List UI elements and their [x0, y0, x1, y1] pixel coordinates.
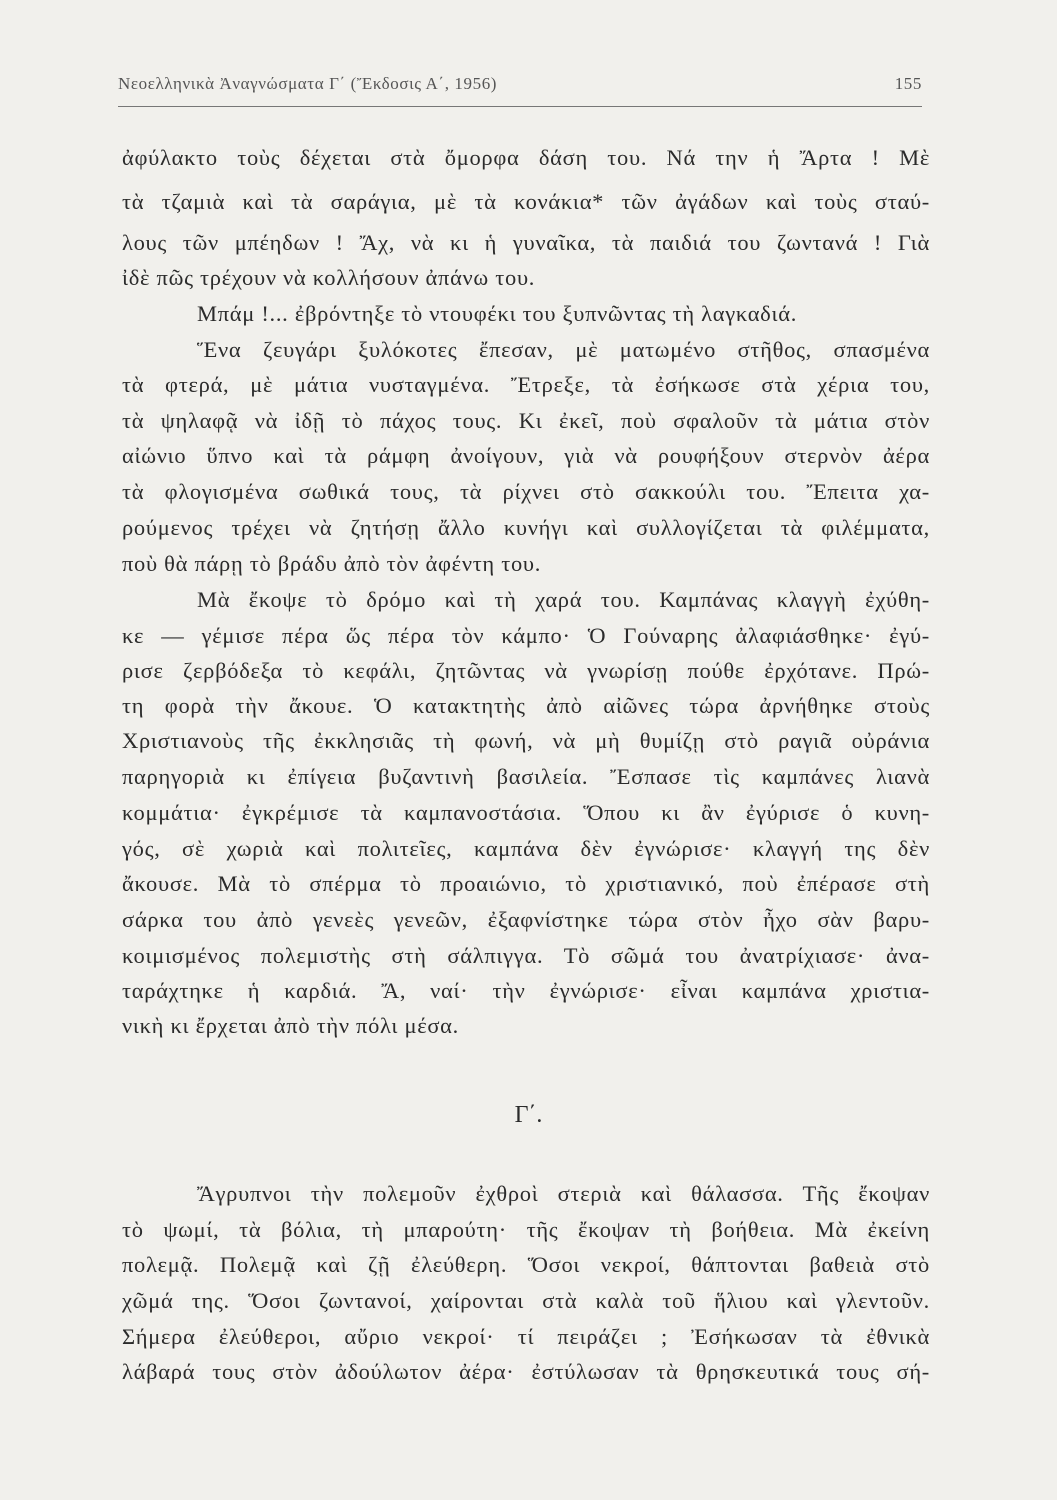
- text-line: ρισε ζερβόδεξα τὸ κεφάλι, ζητῶντας νὰ γνωρίσῃ πούθε ἐρχότανε. Πρώ-: [122, 658, 930, 683]
- text-line: κε — γέμισε πέρα ὥς πέρα τὸν κάμπο· Ὁ Γούναρης ἀλαφιάσθηκε· ἐγύ-: [122, 623, 930, 648]
- text-line: Χριστιανοὺς τῆς ἐκκλησιᾶς τὴ φωνή, νὰ μὴ θυμίζῃ στὸ ραγιᾶ οὐράνια: [122, 728, 930, 753]
- section-heading: Γ΄.: [514, 1102, 543, 1128]
- text-line: Σήμερα ἐλεύθεροι, αὔριο νεκροί· τί πειράζει ; Ἐσήκωσαν τὰ ἐθνικὰ: [122, 1324, 930, 1349]
- text-line: τὰ φτερά, μὲ μάτια νυσταγμένα. Ἔτρεξε, τὰ ἐσήκωσε στὰ χέρια του,: [122, 372, 930, 397]
- text-line: τη φορὰ τὴν ἄκουε. Ὁ κατακτητὴς ἀπὸ αἰῶνες τώρα ἀρνήθηκε στοὺς: [122, 693, 930, 718]
- text-line: νικὴ κι ἔρχεται ἀπὸ τὴν πόλι μέσα.: [122, 1013, 459, 1038]
- text-line: τὰ ψηλαφᾷ νὰ ἰδῇ τὸ πάχος τους. Κι ἐκεῖ, ποὺ σφαλοῦν τὰ μάτια στὸν: [122, 408, 930, 433]
- text-line: Μὰ ἔκοψε τὸ δρόμο καὶ τὴ χαρά του. Καμπάνας κλαγγὴ ἐχύθη-: [197, 587, 930, 612]
- text-line: ποὺ θὰ πάρῃ τὸ βράδυ ἀπὸ τὸν ἀφέντη του.: [122, 551, 542, 576]
- text-line: λάβαρά τους στὸν ἀδούλωτον ἀέρα· ἐστύλωσαν τὰ θρησκευτικά τους σή-: [122, 1359, 930, 1384]
- page-number: 155: [894, 74, 922, 93]
- running-header: [118, 74, 922, 94]
- header-rule: [118, 106, 922, 107]
- text-line: τὰ φλογισμένα σωθικά τους, τὰ ρίχνει στὸ σακκούλι του. Ἔπειτα χα-: [122, 479, 930, 504]
- text-line: ἀφύλακτο τοὺς δέχεται στὰ ὄμορφα δάση του. Νά την ἡ Ἄρτα ! Μὲ: [122, 145, 930, 170]
- text-line: σάρκα του ἀπὸ γενεὲς γενεῶν, ἐξαφνίστηκε τώρα στὸν ἦχο σὰν βαρυ-: [122, 907, 930, 932]
- text-line: αἰώνιο ὕπνο καὶ τὰ ράμφη ἀνοίγουν, γιὰ νὰ ρουφήξουν στερνὸν ἀέρα: [122, 443, 930, 468]
- text-line: πολεμᾷ. Πολεμᾷ καὶ ζῇ ἐλεύθερη. Ὅσοι νεκροί, θάπτονται βαθειὰ στὸ: [122, 1252, 930, 1277]
- text-line: τὸ ψωμί, τὰ βόλια, τὴ μπαρούτη· τῆς ἔκοψαν τὴ βοήθεια. Μὰ ἐκείνη: [122, 1217, 930, 1242]
- text-line: Ἕνα ζευγάρι ξυλόκοτες ἔπεσαν, μὲ ματωμένο στῆθος, σπασμένα: [197, 337, 930, 362]
- text-line: Ἄγρυπνοι τὴν πολεμοῦν ἐχθροὶ στεριὰ καὶ θάλασσα. Τῆς ἔκοψαν: [197, 1181, 930, 1206]
- text-line: χῶμά της. Ὅσοι ζωντανοί, χαίρονται στὰ καλὰ τοῦ ἥλιου καὶ γλεντοῦν.: [122, 1288, 930, 1313]
- running-title: Νεοελληνικὰ Ἀναγνώσματα Γ΄ (Ἔκδοσις Α΄, 1956): [118, 74, 498, 93]
- text-line: γός, σὲ χωριὰ καὶ πολιτεῖες, καμπάνα δὲν ἐγνώρισε· κλαγγή της δὲν: [122, 836, 930, 861]
- text-line: παρηγοριὰ κι ἐπίγεια βυζαντινὴ βασιλεία. Ἔσπασε τὶς καμπάνες λιανὰ: [122, 764, 930, 789]
- text-line: ταράχτηκε ἡ καρδιά. Ἄ, ναί· τὴν ἐγνώρισε· εἶναι καμπάνα χριστια-: [122, 978, 930, 1003]
- text-line: λους τῶν μπέηδων ! Ἄχ, νὰ κι ἡ γυναῖκα, τὰ παιδιά του ζωντανά ! Γιὰ: [122, 230, 930, 255]
- text-line: τὰ τζαμιὰ καὶ τὰ σαράγια, μὲ τὰ κονάκια* τῶν ἀγάδων καὶ τοὺς σταύ-: [122, 189, 930, 214]
- text-line: ρούμενος τρέχει νὰ ζητήσῃ ἄλλο κυνήγι καὶ συλλογίζεται τὰ φιλέμματα,: [122, 515, 930, 540]
- text-line: ἄκουσε. Μὰ τὸ σπέρμα τὸ προαιώνιο, τὸ χριστιανικό, ποὺ ἐπέρασε στὴ: [122, 871, 930, 896]
- text-line: ἰδὲ πῶς τρέχουν νὰ κολλήσουν ἀπάνω του.: [122, 265, 536, 290]
- text-line: κομμάτια· ἐγκρέμισε τὰ καμπανοστάσια. Ὅπου κι ἂν ἐγύρισε ὁ κυνη-: [122, 800, 930, 825]
- text-line: κοιμισμένος πολεμιστὴς στὴ σάλπιγγα. Τὸ σῶμά του ἀνατρίχιασε· ἀνα-: [122, 943, 930, 968]
- text-line: Μπάμ !... ἐβρόντηξε τὸ ντουφέκι του ξυπνῶντας τὴ λαγκαδιά.: [197, 301, 798, 326]
